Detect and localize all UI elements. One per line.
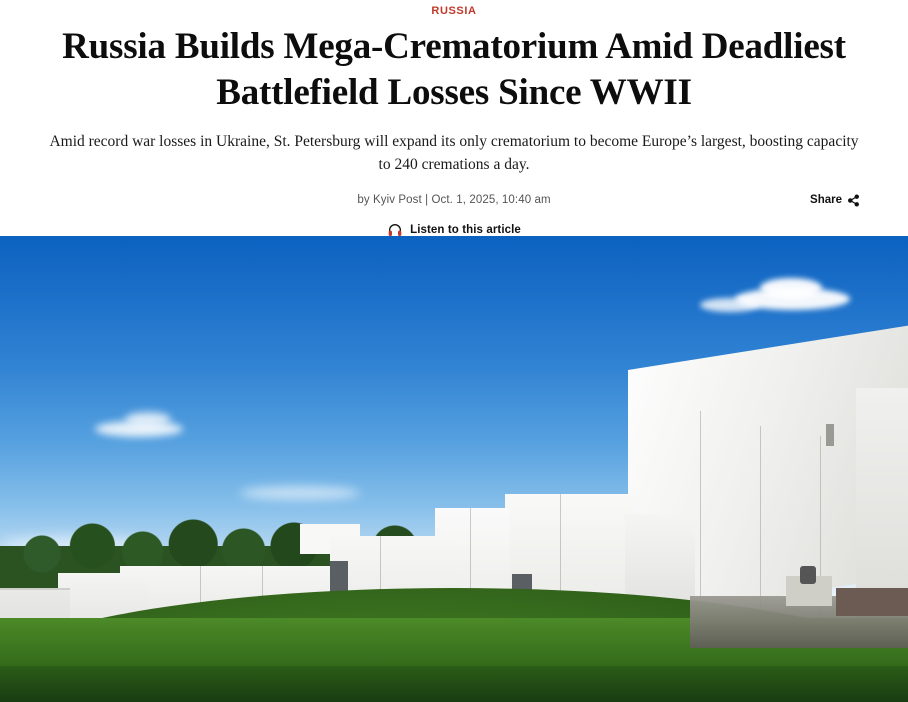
- category-kicker[interactable]: RUSSIA: [431, 5, 477, 17]
- cloud: [700, 298, 760, 312]
- byline-row: [40, 190, 868, 210]
- listen-label: Listen to this article: [410, 224, 521, 236]
- share-icon: [847, 194, 860, 207]
- byline: by Kyiv Post | Oct. 1, 2025, 10:40 am: [357, 194, 551, 206]
- share-button[interactable]: [810, 190, 860, 210]
- wall-fixture: [826, 424, 834, 446]
- page-title: Russia Builds Mega-Crematorium Amid Deadliest Battlefield Losses Since WWII: [62, 26, 846, 113]
- building-block: [625, 514, 695, 604]
- cloud: [125, 412, 171, 426]
- background-structure: [836, 588, 908, 616]
- article-hero-image: [0, 236, 908, 702]
- share-label: Share: [810, 194, 842, 206]
- pipe: [800, 566, 816, 584]
- panel-seam: [700, 411, 701, 626]
- cloud: [760, 278, 822, 298]
- grass-shadow: [0, 666, 908, 702]
- article-header: [0, 0, 908, 252]
- article-standfirst: Amid record war losses in Ukraine, St. Petersburg will expand its only crematorium to become Europe’s largest, boosting capacity to 240 cremations a day.: [49, 133, 859, 173]
